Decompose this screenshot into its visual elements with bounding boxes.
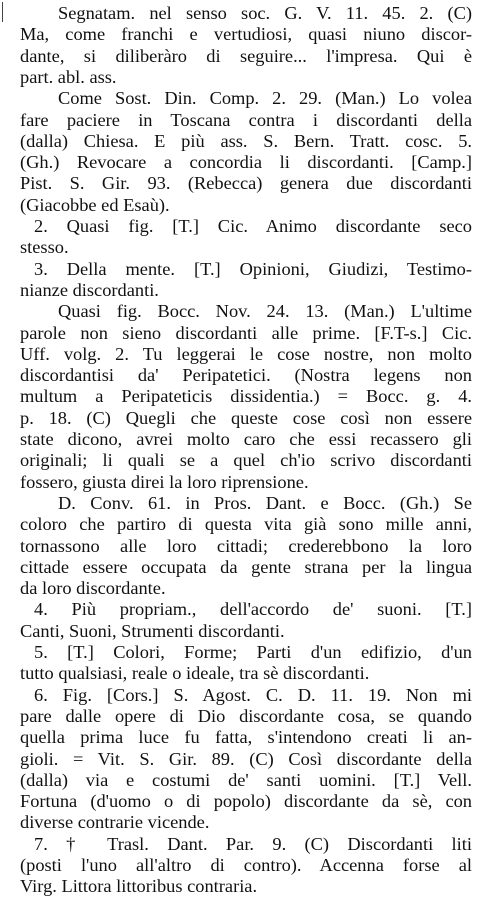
text-line: Fortuna (d'uomo o di popolo) discordante da sè, con (20, 791, 472, 812)
text-line: cittade essere occupata da gente strana per la lingua (20, 556, 472, 577)
text-line: Uff. volg. 2. Tu leggerai le cose nostre, non molto (20, 343, 472, 364)
text-line: Canti, Suoni, Strumenti discordanti. (20, 620, 285, 641)
text-line: diverse contrarie vicende. (20, 812, 210, 833)
text-line: pare dalle opere di Dio discordante cosa, se quando (20, 705, 472, 726)
text-line: Segnatam. nel senso soc. G. V. 11. 45. 2. (C) (58, 3, 472, 23)
text-line: 6. Fig. [Cors.] S. Agost. C. D. 11. 19. Non mi (34, 684, 472, 705)
text-line: Virg. Littora littoribus contraria. (20, 876, 258, 897)
text-line: Pist. S. Gir. 93. (Rebecca) genera due discordanti (20, 173, 472, 194)
text-line: p. 18. (C) Quegli che queste cose così non essere (20, 407, 472, 428)
text-line: discordantisi da' Peripatetici. (Nostra legens non (20, 365, 472, 386)
text-line: (posti l'uno all'altro di contro). Accenna forse al (20, 855, 472, 875)
text-line: (dalla) Chiesa. E più ass. S. Bern. Tratt. cosc. 5. (20, 130, 472, 151)
text-line: (dalla) via e costumi de' santi uomini. [T.] Vell. (20, 769, 472, 790)
text-line: (Gh.) Revocare a concordia li discordanti. [Camp.] (20, 152, 472, 173)
margin-mark (2, 2, 6, 22)
text-line: 5. [T.] Colori, Forme; Parti d'un edifizio, d'un (34, 642, 472, 662)
text-line: gioli. = Vit. S. Gir. 89. (C) Così discordante della (20, 748, 472, 769)
text-line: (Giacobbe ed Esaù). (20, 194, 170, 215)
text-line: 3. Della mente. [T.] Opinioni, Giudizi, Testimo- (34, 258, 472, 279)
text-line: stesso. (20, 237, 69, 258)
text-line: 4. Più propriam., dell'accordo de' suoni. [T.] (34, 599, 472, 620)
text-line: tutto qualsiasi, reale o ideale, tra sè discordanti. (20, 663, 370, 684)
text-line: tornassono alle loro cittadi; crederebbono la loro (20, 535, 472, 556)
text-line: multum a Peripateticis dissidentia.) = Bocc. g. 4. (20, 386, 472, 407)
text-line: coloro che partiro di questa vita già sono mille anni, (20, 514, 472, 535)
text-line: Quasi fig. Bocc. Nov. 24. 13. (Man.) L'ultime (58, 301, 472, 322)
text-line: dante, si diliberàro di seguire... l'impresa. Qui è (20, 45, 472, 66)
text-line: quella prima luce fu fatta, s'intendono creati li an- (20, 727, 472, 748)
text-line: Ma, come franchi e vertudiosi, quasi niuno discor- (20, 24, 472, 45)
text-line: parole non sieno discordanti alle prime. [F.T-s.] Cic. (20, 322, 472, 343)
text-line: da loro discordante. (20, 578, 166, 599)
text-line: part. abl. ass. (20, 66, 117, 87)
text-line: 7. † Trasl. Dant. Par. 9. (C) Discordanti liti (34, 833, 472, 854)
text-line: 2. Quasi fig. [T.] Cic. Animo discordante seco (34, 216, 472, 236)
text-line: fare paciere in Toscana contra i discordanti della (20, 109, 472, 130)
text-line: D. Conv. 61. in Pros. Dant. e Bocc. (Gh.) Se (58, 492, 472, 513)
text-line: state dicono, avrei molto caro che essi recassero gli (20, 429, 472, 449)
text-line: fossero, giusta direi la loro riprensione. (20, 471, 309, 492)
text-line: nianze discordanti. (20, 279, 159, 300)
text-line: Come Sost. Din. Comp. 2. 29. (Man.) Lo volea (58, 88, 472, 109)
text-line: originali; li quali se a quel ch'io scrivo discordanti (20, 450, 472, 471)
